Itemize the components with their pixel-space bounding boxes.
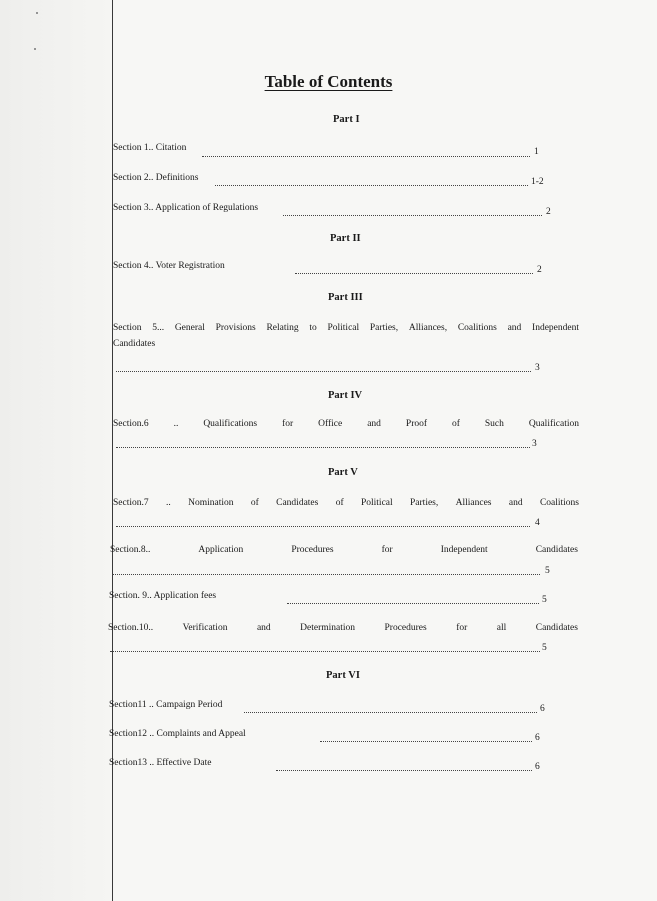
toc-page-number: 2 (546, 207, 551, 217)
word: 5... (152, 323, 165, 333)
toc-entry-label-line2: Candidates (113, 339, 156, 349)
toc-entry-label (110, 545, 578, 555)
word: Alliances, (408, 323, 448, 333)
toc-entry-label (113, 323, 579, 333)
toc-entry-label: Section 4.. Voter Registration (113, 261, 225, 271)
word: Provisions (215, 323, 256, 333)
word: Parties, (410, 498, 439, 508)
toc-entry-label (113, 419, 579, 429)
toc-entry-label: Section12 .. Complaints and Appeal (109, 729, 246, 739)
toc-entry-label: Section 2.. Definitions (113, 173, 199, 183)
word: Alliances (455, 498, 492, 508)
word: Parties, (369, 323, 399, 333)
word: Procedures (384, 623, 427, 633)
part-heading: Part IV (328, 390, 363, 401)
word: Section.6 (113, 419, 149, 429)
word: Procedures (291, 545, 334, 555)
toc-entry-label: Section 3.. Application of Regulations (113, 203, 259, 213)
toc-page-number: 6 (540, 704, 545, 714)
scan-speck (36, 12, 38, 14)
page-title (0, 72, 657, 92)
toc-entry-label: Section11 .. Campaign Period (109, 700, 223, 710)
word: Qualification (528, 419, 579, 429)
word: Section (113, 323, 142, 333)
dot-leader (287, 594, 539, 604)
word: and (507, 323, 522, 333)
word: of (452, 419, 460, 429)
word: Candidates (535, 545, 578, 555)
word: .. (165, 498, 171, 508)
word: Application (198, 545, 244, 555)
dot-leader (215, 176, 528, 186)
toc-page-number: 4 (535, 518, 540, 528)
toc-entry-label: Section13 .. Effective Date (109, 758, 212, 768)
title-text: Table of Contents (264, 72, 393, 91)
word: Candidates (535, 623, 578, 633)
dot-leader (276, 761, 532, 771)
word: for (456, 623, 468, 633)
word: Coalitions (539, 498, 579, 508)
part-heading: Part V (328, 467, 358, 478)
word: Independent (440, 545, 488, 555)
scan-margin (0, 0, 110, 901)
toc-page-number: 5 (545, 566, 550, 576)
part-heading: Part III (328, 292, 363, 303)
word: Political (360, 498, 393, 508)
part-heading: Part I (333, 114, 360, 125)
toc-entry-label (108, 623, 578, 633)
dot-leader (112, 565, 540, 575)
word: all (496, 623, 507, 633)
toc-page-number: 1 (534, 147, 539, 157)
toc-page-number: 2 (537, 265, 542, 275)
dot-leader (116, 362, 531, 372)
word: of (250, 498, 259, 508)
word: General (174, 323, 205, 333)
scan-speck (34, 48, 36, 50)
toc-page-number: 3 (535, 363, 540, 373)
word: Independent (532, 323, 579, 333)
word: and (367, 419, 381, 429)
word: Section.8.. (110, 545, 151, 555)
word: Verification (182, 623, 228, 633)
word: and (256, 623, 271, 633)
word: Qualifications (203, 419, 258, 429)
dot-leader (283, 206, 542, 216)
word: Section.10.. (108, 623, 154, 633)
part-heading: Part VI (326, 670, 360, 681)
dot-leader (320, 732, 532, 742)
toc-entry-label: Section 1.. Citation (113, 143, 187, 153)
word: Such (484, 419, 504, 429)
toc-page-number: 3 (532, 439, 537, 449)
word: of (335, 498, 344, 508)
toc-entry-label: Section. 9.. Application fees (109, 591, 217, 601)
toc-page-number: 6 (535, 733, 540, 743)
word: Nomination (188, 498, 234, 508)
dot-leader (110, 642, 540, 652)
toc-page-number: 5 (542, 643, 547, 653)
toc-page-number: 5 (542, 595, 547, 605)
toc-page-number: 1-2 (531, 177, 544, 187)
dot-leader (202, 147, 530, 157)
dot-leader (244, 703, 537, 713)
dot-leader (116, 517, 530, 527)
word: for (381, 545, 393, 555)
word: Section.7 (113, 498, 149, 508)
word: Candidates (276, 498, 319, 508)
dot-leader (116, 438, 530, 448)
word: Proof (405, 419, 428, 429)
word: Coalitions (457, 323, 497, 333)
word: Determination (300, 623, 356, 633)
part-heading: Part II (330, 233, 361, 244)
word: to (309, 323, 317, 333)
toc-page-number: 6 (535, 762, 540, 772)
word: Relating (266, 323, 299, 333)
word: .. (173, 419, 179, 429)
word: Office (318, 419, 343, 429)
word: for (282, 419, 294, 429)
dot-leader (295, 264, 533, 274)
word: and (508, 498, 523, 508)
toc-entry-label (113, 498, 579, 508)
word: Political (327, 323, 360, 333)
